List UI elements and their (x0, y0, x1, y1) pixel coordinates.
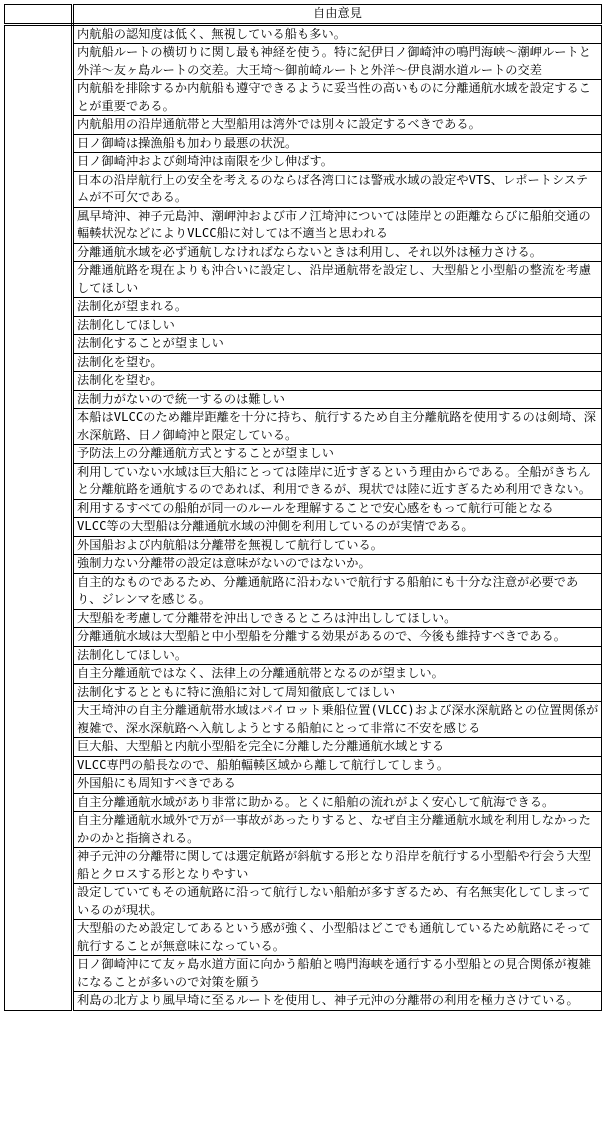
table-row (5, 207, 602, 243)
opinion-cell: 予防法上の分離通航方式とすることが望ましい (73, 445, 602, 464)
opinion-cell: 日ノ御崎沖にて友ヶ島水道方面に向かう船舶と鳴門海峡を通行する小型船との見合関係が複雑になることが多いので対策を願う (73, 956, 602, 992)
table-row (5, 390, 602, 409)
opinion-cell: 法制化が望まれる。 (73, 298, 602, 317)
opinion-cell: 法制化を望む。 (73, 353, 602, 372)
opinion-cell: 大型船のため設定してあるという感が強く、小型船はどこでも通航しているため航路にそって航行することが無意味になっている。 (73, 920, 602, 956)
header-blank-cell (5, 5, 73, 25)
table-row (5, 134, 602, 153)
opinion-cell: 利用するすべての船舶が同一のルールを理解することで安心感をもって航行可能となる (73, 499, 602, 518)
header-free-opinion: 自由意見 (73, 5, 602, 25)
table-row (5, 372, 602, 391)
opinion-cell: 自主分離通航水域外で万が一事故があったりすると、なぜ自主分離通航水域を利用しなかったかのかと指摘される。 (73, 812, 602, 848)
table-row (5, 153, 602, 172)
opinion-cell: 日ノ御崎は操漁船も加わり最悪の状況。 (73, 134, 602, 153)
opinion-cell: 強制力ない分離帯の設定は意味がないのではないか。 (73, 555, 602, 574)
table-row (5, 848, 602, 884)
opinion-cell: 神子元沖の分離帯に関しては選定航路が斜航する形となり沿岸を航行する小型船や行会う大型船とクロスする形となりやすい (73, 848, 602, 884)
opinion-cell: 法制化することが望ましい (73, 335, 602, 354)
header-row (5, 5, 602, 25)
table-row (5, 445, 602, 464)
blank-column-cell (5, 24, 73, 1010)
opinion-cell: VLCC等の大型船は分離通航水域の沖側を利用しているのが実情である。 (73, 518, 602, 537)
opinion-cell: VLCC専門の船長なので、船舶輻輳区域から離して航行してしまう。 (73, 756, 602, 775)
table-row (5, 628, 602, 647)
opinion-cell: 外国船にも周知すべきである (73, 775, 602, 794)
opinion-cell: 大型船を考慮して分離帯を沖出しできるところは沖出ししてほしい。 (73, 609, 602, 628)
table-row (5, 499, 602, 518)
opinion-cell: 大王埼沖の自主分離通航帯水域はパイロット乗船位置(VLCC)および深水深航路との位置関係が複雑で、深水深航路へ入航しようとする船舶にとって非常に不安を感じる (73, 702, 602, 738)
table-row (5, 316, 602, 335)
opinion-cell: 法制化を望む。 (73, 372, 602, 391)
opinion-cell: 外国船および内航船は分離帯を無視して航行している。 (73, 536, 602, 555)
table-row (5, 683, 602, 702)
opinion-cell: 利用していない水域は巨大船にとっては陸岸に近すぎるという理由からである。全船がきちんと分離航路を通航するのであれば、利用できるが、現状では陸に近すぎるため利用できない。 (73, 463, 602, 499)
table-row (5, 812, 602, 848)
opinion-cell: 風早埼沖、神子元島沖、潮岬沖および市ノ江埼沖については陸岸との距離ならびに船舶交通の輻輳状況などによりVLCC船に対しては不適当と思われる (73, 207, 602, 243)
opinion-cell: 日本の沿岸航行上の安全を考えるのならば各湾口には警戒水域の設定やVTS、レポートシステムが不可欠である。 (73, 171, 602, 207)
table-row (5, 665, 602, 684)
table-row (5, 44, 602, 80)
opinion-cell: 本船はVLCCのため離岸距離を十分に持ち、航行するため自主分離航路を使用するのは剣埼、深水深航路、日ノ御崎沖と限定している。 (73, 409, 602, 445)
table-row (5, 702, 602, 738)
opinion-cell: 法制化してほしい (73, 316, 602, 335)
table-row (5, 884, 602, 920)
table-row (5, 409, 602, 445)
table-row (5, 353, 602, 372)
opinion-cell: 自主分離通航水域があり非常に助かる。とくに船舶の流れがよく安心して航海できる。 (73, 793, 602, 812)
table-row (5, 555, 602, 574)
table-row (5, 956, 602, 992)
table-row (5, 262, 602, 298)
table-row (5, 793, 602, 812)
table-row (5, 646, 602, 665)
table-row (5, 609, 602, 628)
opinion-cell: 法制化するとともに特に漁船に対して周知徹底してほしい (73, 683, 602, 702)
table-row (5, 536, 602, 555)
table-row (5, 80, 602, 116)
table-row (5, 116, 602, 135)
opinion-cell: 自主的なものであるため、分離通航路に沿わないで航行する船舶にも十分な注意が必要であり、ジレンマを感じる。 (73, 573, 602, 609)
table-row (5, 775, 602, 794)
opinion-cell: 分離通航水域を必ず通航しなければならないときは利用し、それ以外は極力さける。 (73, 243, 602, 262)
opinion-cell: 法制力がないので統一するのは難しい (73, 390, 602, 409)
table-row (5, 756, 602, 775)
opinion-cell: 法制化してほしい。 (73, 646, 602, 665)
opinion-cell: 内航船を排除するか内航船も遵守できるように妥当性の高いものに分離通航水域を設定することが重要である。 (73, 80, 602, 116)
opinion-cell: 内航船用の沿岸通航帯と大型船用は湾外では別々に設定するべきである。 (73, 116, 602, 135)
table-row (5, 335, 602, 354)
table-row (5, 573, 602, 609)
table-row (5, 920, 602, 956)
opinion-cell: 内航船の認知度は低く、無視している船も多い。 (73, 24, 602, 44)
opinion-cell: 分離通航水域は大型船と中小型船を分離する効果があるので、今後も維持すべきである。 (73, 628, 602, 647)
table-row (5, 24, 602, 44)
table-row (5, 518, 602, 537)
opinion-cell: 日ノ御崎沖および剣埼沖は南限を少し伸ばす。 (73, 153, 602, 172)
opinion-cell: 内航船ルートの横切りに関し最も神経を使う。特に紀伊日ノ御崎沖の鳴門海峡～潮岬ルートと外洋～友ヶ島ルートの交差。大王埼～御前崎ルートと外洋～伊良湖水道ルートの交差 (73, 44, 602, 80)
opinion-table (4, 4, 602, 1011)
opinion-cell: 自主分離通航ではなく、法律上の分離通航帯となるのが望ましい。 (73, 665, 602, 684)
opinion-cell: 設定していてもその通航路に沿って航行しない船舶が多すぎるため、有名無実化してしまっているのが現状。 (73, 884, 602, 920)
table-row (5, 298, 602, 317)
opinion-cell: 利島の北方より風早埼に至るルートを使用し、神子元沖の分離帯の利用を極力さけている。 (73, 992, 602, 1011)
table-row (5, 738, 602, 757)
table-row (5, 992, 602, 1011)
table-row (5, 171, 602, 207)
opinion-cell: 巨大船、大型船と内航小型船を完全に分離した分離通航水域とする (73, 738, 602, 757)
table-row (5, 463, 602, 499)
table-row (5, 243, 602, 262)
opinion-cell: 分離通航路を現在よりも沖合いに設定し、沿岸通航帯を設定し、大型船と小型船の整流を考慮してほしい (73, 262, 602, 298)
